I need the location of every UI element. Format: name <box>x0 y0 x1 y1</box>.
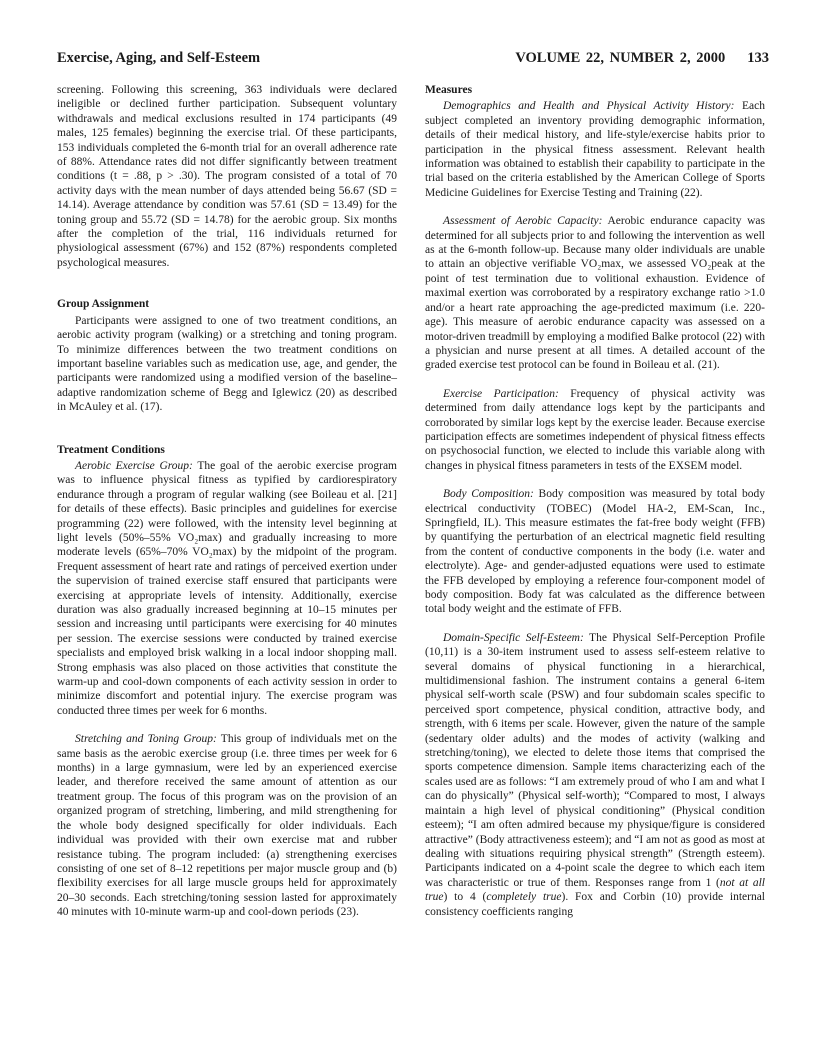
aerobic-exercise-paragraph <box>57 459 397 718</box>
left-column <box>57 83 397 920</box>
exercise-participation-text: Frequency of physical activity was determined from daily attendance logs kept by the participants and corroborated by similar logs kept by the exercise leader. Because exercise participation effects are sometimes independent of physical fitness effects on psychosocial function, we elected to include this variable along with changes in physical fitness parameters in tests of the EXSEM model. <box>425 387 765 472</box>
aerobic-exercise-text: The goal of the aerobic exercise program was to influence physical fitness as typified by cardiorespiratory endurance through a program of regular walking (see Boileau et al. [21] for details of these effects). Basic principles and guidelines for exercise programming (22) were followed, with the intensity level beginning at light levels (50%–55% VO₂max) and gradually increasing to more moderate levels (65%–70% VO₂max) by the midpoint of the program. Frequent assessment of heart rate and ratings of perceived exertion under the supervision of trained exercise staff ensured that participants were exercising at appropriate levels of intensity. Additionally, exercise duration was also gradually increased beginning at 10–15 minutes per session and increasing until participants were exercising for 40 minutes per session. The exercise sessions were conducted by trained exercise specialists and employed brisk walking in a local indoor shopping mall. Strong emphasis was also placed on those activities that constitute the warm-up and cool-down components of each activity session in order to minimize discomfort and potential injury. The exercise program was conducted three times per week for 6 months. <box>57 459 397 717</box>
measures-heading: Measures <box>425 84 473 96</box>
self-esteem-paragraph <box>425 631 765 919</box>
running-head <box>57 50 769 70</box>
page-number: 133 <box>747 50 769 66</box>
aerobic-capacity-paragraph <box>425 214 765 372</box>
self-esteem-text-2: ) to 4 ( <box>443 891 487 904</box>
completely-true-label: completely true <box>486 891 562 904</box>
running-head-volume <box>515 50 769 67</box>
treatment-conditions-heading: Treatment Conditions <box>57 443 165 456</box>
group-assignment-paragraph: Participants were assigned to one of two treatment conditions, an aerobic activity program (walking) or a stretching and toning program. To minimize differences between the two treatment conditions on important baseline variables such as medication use, age, and gender, the participants were randomized using a modified version of the baseline–adaptive randomization scheme of Begg and Iglewicz (20) as described in McAuley et al. (17). <box>57 314 397 414</box>
exercise-participation-paragraph <box>425 387 765 473</box>
aerobic-capacity-subhead: Assessment of Aerobic Capacity: <box>443 215 603 228</box>
demographics-subhead: Demographics and Health and Physical Activity History: <box>443 100 735 113</box>
stretching-toning-subhead: Stretching and Toning Group: <box>75 733 217 746</box>
aerobic-exercise-subhead: Aerobic Exercise Group: <box>75 459 193 472</box>
stretching-toning-text: This group of individuals met on the same basis as the aerobic exercise group (i.e. three times per week for 6 months) in a large gymnasium, were led by an experienced exercise leader, and therefore received the same amount of attention as our treatment group. The focus of this program was on the provision of an organized program of stretching, limbering, and mild strengthening for the whole body designed specifically for older individuals. Each individual was provided with their own exercise mat and rubber resistance tubing. The program included: (a) strengthening exercises consisting of one set of 8–12 repetitions per major muscle group and (b) flexibility exercises for all large muscle groups held for approximately 20–30 seconds. Each stretching/toning session lasted for approximately 40 minutes with 10-minute warm-up and cool-down periods (23). <box>57 733 397 919</box>
self-esteem-text-3: ). Fox and Corbin (10) provide internal consistency coefficients ranging <box>425 891 765 918</box>
stretching-toning-paragraph <box>57 732 397 919</box>
self-esteem-text-1: The Physical Self-Perception Profile (10,11) is a 30-item instrument used to assess self-esteem relative to several domains of physical functioning in a hierarchical, multidimensional fashion. The instrument contains a general 6-item physical self-worth scale (PSW) and four subdomain scales specific to perceived sport competence, physical condition, attractive body, and strength, with 6 items per scale. However, given the nature of the sample (sedentary older adults) and the modes of activity (walking and stretching/toning), we elected to delete those items that comprised the sports competence dimension. Sample items characterizing each of the scales used are as follows: “I am extremely proud of who I am and what I can do physically” (Physical self-worth); “Compared to most, I always maintain a high level of physical conditioning” (Physical condition esteem); “I am often admired because my physique/figure is considered attractive” (Body attractiveness esteem); and “I am not as good as most at dealing with situations requiring physical strength” (Strength esteem). Participants indicated on a 4-point scale the degree to which each item was characteristic or true of them. Responses range from 1 ( <box>425 631 765 889</box>
group-assignment-heading: Group Assignment <box>57 298 150 311</box>
right-column <box>425 83 765 919</box>
body-composition-subhead: Body Composition: <box>443 488 534 501</box>
not-at-all-true-label: not at all true <box>425 876 766 904</box>
aerobic-capacity-text: Aerobic endurance capacity was determined for all subjects prior to and following the intervention as well as at the 6-month follow-up. Because many older individuals are unable to attain an objective verifiable VO₂max, we assessed VO₂peak at the point of test termination due to volitional exhaustion. Evidence of maximal exertion was corroborated by a respiratory exchange ratio >1.0 and/or a heart rate approaching the age-predicted maximum (i.e. 220-age). This measure of aerobic endurance capacity was assessed on a motor-driven treadmill by employing a modified Balke protocol (22) with a physician and nurse present at all times. A detailed account of the graded exercise test protocol can be found in Boileau et al. (21). <box>425 215 765 372</box>
intro-paragraph: screening. Following this screening, 363 individuals were declared ineligible or declined further participation. Subsequent voluntary withdrawals and medical exclusions resulted in 174 participants (49 males, 125 females) beginning the exercise trial. Of these participants, 153 individuals completed the 6-month trial for an overall adherence rate of 88%. Attendance rates did not differ significantly between treatment conditions (t = .88, p > .30). The program consisted of a total of 70 activity days with the mean number of days attended being 56.67 (SD = 14.14). Average attendance by condition was 57.61 (SD = 13.49) for the toning group and 55.72 (SD = 14.78) for the aerobic group. Six months after the completion of the trial, 116 individuals returned for physiological assessment (67%) and 152 (87%) respondents completed psychological measures. <box>57 84 397 269</box>
exercise-participation-subhead: Exercise Participation: <box>443 387 559 400</box>
volume-issue: VOLUME 22, NUMBER 2, 2000 <box>515 50 726 66</box>
demographics-paragraph <box>425 99 765 200</box>
body-composition-text: Body composition was measured by total body electrical conductivity (TOBEC) (Model HA-2, EM-Scan, Inc., Springfield, IL). This measure estimates the fat-free body weight (FFB) by quantifying the perturbation of an electrical magnetic field resulting from the content of conductive components in the body (i.e. water and electrolyte). Age- and gender-adjusted equations were used to estimate the FFB developed by employing a reference four-component model of body composition. Body fat was calculated as the difference between total body weight and the estimate of FFB. <box>425 488 766 616</box>
running-head-title: Exercise, Aging, and Self-Esteem <box>57 50 261 66</box>
demographics-text: Each subject completed an inventory providing demographic information, details of their medical history, and life-style/exercise habits prior to participation in the physical fitness assessment. Relevant health information was obtained to establish their capability to participate in the trial based on the criteria established by the American College of Sports Medicine Guidelines for Exercise Testing and Training (22). <box>425 100 766 199</box>
body-composition-paragraph <box>425 487 765 617</box>
self-esteem-subhead: Domain-Specific Self-Esteem: <box>443 631 584 644</box>
